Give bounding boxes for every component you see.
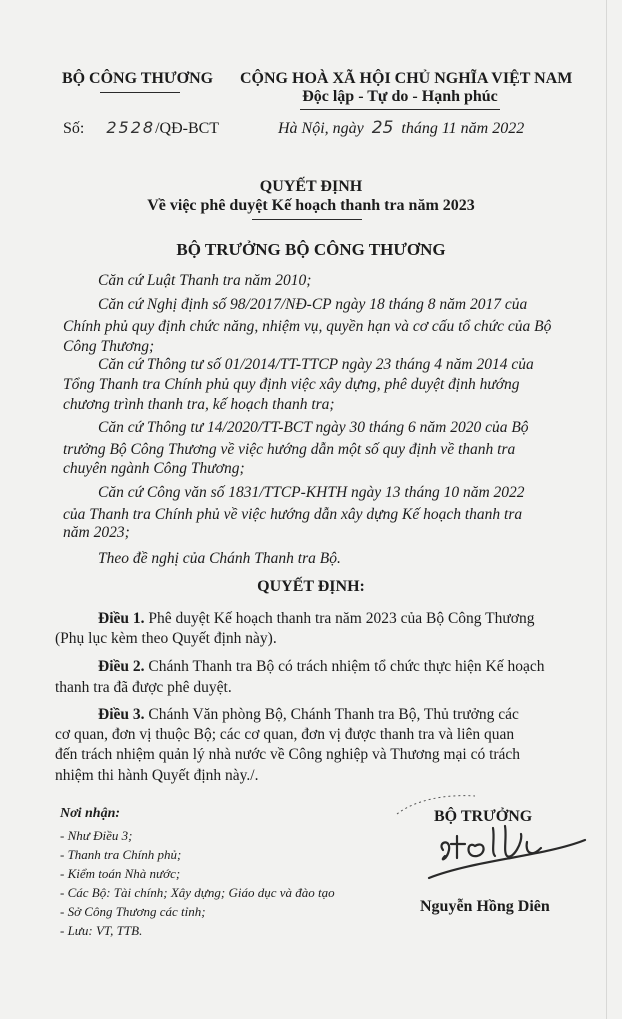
page-fold-shadow <box>606 0 607 1019</box>
legal-basis-line: chuyên ngành Công Thương; <box>63 460 245 477</box>
article-3-continuation: cơ quan, đơn vị thuộc Bộ; các cơ quan, đơn vị được thanh tra và liên quan <box>55 726 515 743</box>
legal-basis-line: Căn cứ Công văn số 1831/TTCP-KHTH ngày 13 tháng 10 năm 2022 <box>98 484 525 501</box>
recipient-item: - Thanh tra Chính phủ; <box>60 847 182 862</box>
recipient-item: - Lưu: VT, TTB. <box>60 923 143 938</box>
handwritten-signature <box>395 790 595 910</box>
article-2-continuation: thanh tra đã được phê duyệt. <box>55 679 232 696</box>
legal-basis-line: Công Thương; <box>63 338 155 355</box>
recipient-item: - Sở Công Thương các tỉnh; <box>60 904 206 919</box>
decision-heading: QUYẾT ĐỊNH: <box>257 578 365 595</box>
handwritten-day: 25 <box>371 118 394 138</box>
legal-basis-line: Tổng Thanh tra Chính phủ quy định việc xây dựng, phê duyệt định hướng <box>63 376 520 393</box>
article-3-continuation: đến trách nhiệm quản lý nhà nước về Công nghiệp và Thương mại có trách <box>55 746 521 763</box>
article-3 <box>98 706 519 724</box>
article-2-label: Điều 2. <box>98 658 145 675</box>
legal-basis-line: Căn cứ Thông tư số 01/2014/TT-TTCP ngày 23 tháng 4 năm 2014 của <box>98 356 534 373</box>
signer-position: BỘ TRƯỞNG <box>434 808 533 825</box>
recipient-item: - Các Bộ: Tài chính; Xây dựng; Giáo dục và đào tạo <box>60 885 335 900</box>
handwritten-number: 2528 <box>106 118 156 137</box>
subject-underline <box>252 219 362 220</box>
document-number <box>63 118 219 138</box>
national-motto: Độc lập - Tự do - Hạnh phúc <box>302 88 498 105</box>
number-suffix: /QĐ-BCT <box>155 120 220 137</box>
article-3-continuation: nhiệm thi hành Quyết định này./. <box>55 767 259 784</box>
recipient-item: - Như Điều 3; <box>60 828 133 843</box>
recipient-item: - Kiểm toán Nhà nước; <box>60 866 181 881</box>
legal-basis-line: trưởng Bộ Công Thương về việc hướng dẫn một số quy định về thanh tra <box>63 441 516 458</box>
article-3-label: Điều 3. <box>98 706 145 723</box>
document-subject: Về việc phê duyệt Kế hoạch thanh tra năm 2023 <box>147 197 475 214</box>
article-1-continuation: (Phụ lục kèm theo Quyết định này). <box>55 630 277 647</box>
article-2-text: Chánh Thanh tra Bộ có trách nhiệm tổ chức thực hiện Kế hoạch <box>148 658 545 675</box>
agency-underline <box>100 92 180 93</box>
issuing-agency: BỘ CÔNG THƯƠNG <box>61 70 214 87</box>
article-3-text: Chánh Văn phòng Bộ, Chánh Thanh tra Bộ, Thủ trưởng các <box>148 706 519 723</box>
motto-underline <box>300 109 500 110</box>
article-2 <box>98 658 545 676</box>
article-1-text: Phê duyệt Kế hoạch thanh tra năm 2023 của Bộ Công Thương <box>148 610 535 627</box>
legal-basis-line: năm 2023; <box>63 524 130 541</box>
legal-basis-line: Căn cứ Thông tư 14/2020/TT-BCT ngày 30 tháng 6 năm 2020 của Bộ <box>98 419 529 436</box>
document-title: QUYẾT ĐỊNH <box>259 178 363 195</box>
legal-basis-line: Căn cứ Nghị định số 98/2017/NĐ-CP ngày 18 tháng 8 năm 2017 của <box>98 296 528 313</box>
legal-basis-line: Theo đề nghị của Chánh Thanh tra Bộ. <box>98 550 341 567</box>
signer-name: Nguyễn Hồng Diên <box>420 898 550 915</box>
article-1-label: Điều 1. <box>98 610 145 627</box>
legal-basis-line: Chính phủ quy định chức năng, nhiệm vụ, quyền hạn và cơ cấu tổ chức của Bộ <box>63 318 552 335</box>
legal-basis-line: của Thanh tra Chính phủ về việc hướng dẫn xây dựng Kế hoạch thanh tra <box>63 506 523 523</box>
legal-basis-line: chương trình thanh tra, kế hoạch thanh tra; <box>63 396 335 413</box>
issue-date <box>278 118 524 138</box>
issuing-authority: BỘ TRƯỞNG BỘ CÔNG THƯƠNG <box>176 240 446 259</box>
date-suffix: tháng 11 năm 2022 <box>401 120 525 137</box>
legal-basis-line: Căn cứ Luật Thanh tra năm 2010; <box>98 272 312 289</box>
recipients-title: Nơi nhận: <box>60 806 121 821</box>
date-prefix: Hà Nội, ngày <box>278 120 364 137</box>
national-title: CỘNG HOÀ XÃ HỘI CHỦ NGHĨA VIỆT NAM <box>240 70 573 87</box>
number-prefix: Số: <box>63 120 85 137</box>
article-1 <box>98 610 534 628</box>
